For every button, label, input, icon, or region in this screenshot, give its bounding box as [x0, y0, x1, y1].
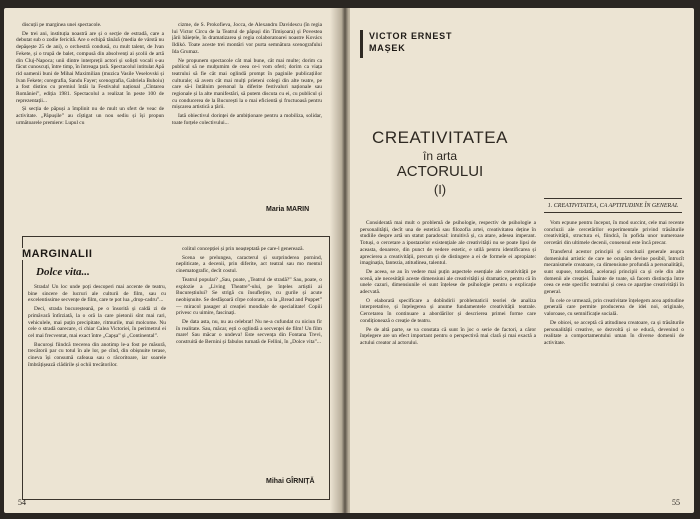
author-second-line: MAȘEK: [369, 43, 406, 53]
left-page-top-column-1: [16, 22, 164, 227]
paragraph: O elaborată specificare a dobîndirii problematicii teoriei de analiza interpretative, și înțelegerea și anume fundamentele creativității teatrale. Cercetarea în continuare a abordărilor și descrierea primei forme care condiționează o creație de teatru.: [360, 297, 536, 324]
author-name: [360, 30, 489, 58]
paragraph: Vom ecpune pentru început, în mod succint, cele mai recente concluzii ale cercetărilor experimentale privind trăsăturile creativității, structura ei, fiindcă, în pofida unor numeroase cercetări din ultimele decenii, consensul este încă precar.: [544, 220, 684, 247]
paragraph: Considerată mai mult o problemă de psihologie, respectiv de psihologie a personalității, decît una de estetică sau filozofia artei, creativitatea deține în studiile despre artă un statut paradoxal: intuitivă și, ca atare, adesea imperant. Totuși, o cercetare a ipostazelor existențiale ale creativității nu se poate lipsi de aceasta, deoarece, din punct de vedere estetic, e utilă pentru identificarea și aprecierea a creativității, precum și de distingere a ei de formele ei apropiate: imaginația, fantezia, atitudinea, talentul.: [360, 220, 536, 267]
paragraph: De trei ani, instituția noastră are și o secție de estradă, care a debutat sub o zodie fericită. Are o echipă tânără (media de vârstă nu depășește 25 de ani), o orchestră condusă, cu mult talent, de Ivan Fekete, și o trupă de balet, compusă din absolvenți ai școlii de artă din Cluj-Napoca; unii dintre interpreții actori și soliști vocali s-au făcut cunoscuți, între timp, în întreaga țară. Spectacolul intitulat Apă rid oamenii buni de Mihai Maximilian (muzica Vasile Veselovski și Ivan Fekete; coregrafia, Sandu Fayer; scenografia, Gabriela Buhoiu) a fost distins cu premiul întâi la Festivalul național „Cîntarea României”, ediția 1981. Spectacolul a realizat în peste 100 de reprezentații...: [16, 30, 164, 104]
title-line-4: (I): [433, 182, 447, 197]
title-line-2: în arta: [422, 149, 458, 163]
right-page-column-2: [544, 220, 684, 492]
paragraph: Bucuroși fiindcă trecerea din anotimp le-a fost pe măsură, trecătorii par cu totul în ale lor, pe cînd, din obișnuite terase, cineva își consumă cafeaua sau o răcoritoare, iar soarele îmbrățișează clădirile și ochii trecătorilor.: [28, 341, 166, 368]
marginalii-column-1: [28, 284, 166, 490]
paragraph: Teatrul popular? „Sau, poate, „Teatrul de stradă?” Sau, poate, o explozie a „Living Theatre”-ului, pe înțeles artiștii ai Bucureștiului? Se strigă cu însuflețire, cu gurile și acute neobișnuite. Se desfășoară cîrpe colorate, ca la „Bread and Puppet” — miracol pasager al creației mondiale de specialitate! Copiii privesc cu uimire, fascinați.: [176, 276, 322, 317]
paragraph: Deci, strada bucureșteană, pe o însorită și caldă zi de primăvară întîrziată, la o oră la care pietonii sînt mai rari, vehiculele, mai puțin precipitate, ritmurile, mai molcome. Nu cele o stradă oarecare, ci chiar Calea Victoriei, în perimetrul ei cel mai frecventat, mai exact între „Capșa” și „Continental”.: [28, 306, 166, 339]
paragraph: De obicei, se acceptă că atitudinea creatoare, ca și trăsăturile personalității creative, se dezvoltă și se educă, devenind o realitate a comportamentului uman în diverse domenii de activitate.: [544, 319, 684, 346]
left-page: [4, 8, 342, 513]
paragraph: colitul concepției și prin neașteptată pe care-l generează.: [182, 246, 304, 252]
article-title: [350, 128, 530, 197]
marginalii-column-2: [176, 246, 322, 472]
article-signature: Maria MARIN: [266, 206, 310, 213]
right-page: [350, 8, 694, 513]
right-page-column-1: [360, 220, 536, 490]
paragraph: Și secția de păpuși a împlinit nu de mult un sfert de veac de activitate. „Păpușile” au cîștigat un nou sediu și își propun următoarele premiere: Lupul cu: [16, 106, 164, 126]
page-number-left: 54: [18, 498, 26, 507]
paragraph: De data asta, nu, nu au celebrat! Nu ne-a cufundat cu niciun fir în realitate. Sau, măcar, ești o oglindă a secvenței de film! Un film mare! Sau măcar o undeva! Este secvența din Fontana Trevi, construită de Bernini și fabulos turnată de Fellini, în „Dolce vita”...: [176, 319, 322, 346]
paragraph: discuții pe marginea unei spectacole.: [22, 22, 102, 28]
page-number-right: 55: [672, 498, 680, 507]
title-line-3: ACTORULUI: [396, 163, 484, 180]
marginalii-heading: MARGINALII: [16, 248, 98, 260]
author-first-line: VICTOR ERNEST: [369, 31, 453, 41]
title-line-1: CREATIVITATEA: [372, 128, 508, 147]
paragraph: Scena se prelungea, caracterul și surprinderea pornind, nepliticate, a decenii, prin diferite, act teatral sau mo mentul cinematografic, decît costul.: [176, 254, 322, 275]
left-page-top-column-2: [172, 22, 322, 200]
paragraph: cizme, de S. Prokofieva, Jocca, de Alexandru Davidescu (în regia lui Victor Circu de la Teatrul de păpuși din Timișoara) și Povestea jării băiețele, în dramatizarea și regia colaboratoarei noastre Kovács Ildikó. Toate aceste trei montări vor purta semnătura scenografului Ida Grumaz.: [172, 22, 322, 55]
paragraph: Iată obiectivul dorinței de ambiționare pentru a mobiliza, solidar, toate forțele colectivului...: [172, 113, 322, 126]
paragraph: Transferul acestor principii și concluzii generale asupra domeniului artistic de care ne ocupăm devine posibil, întrucît mecanismele creatoare, ca dimensiune profundă a personalității, sunt supuse, totodată, acelorași principii ca și cele din alte domenii ale creației. Înainte de toate, să facem distincția între ceea ce este specific teatrului și ceea ce aparține creativității în general.: [544, 248, 684, 296]
paragraph: Pe de altă parte, se va constata că sunt în joc o serie de factori, a căror înțelegere are un efect important pentru o perspectivă mai clară și mai exactă a actului creator al actorului.: [360, 326, 536, 346]
marginalii-subtitle: Dolce vita...: [36, 266, 90, 278]
paragraph: Ne propunem spectacole cât mai bune, cât mai multe; dorim ca publicul să ne mulțumim de ceea ce-i vom oferi; dorim ca viața teatrului să fie cât mai oglindă prompt în paginile publicațiilor culturale; să avem cât mai mulți prieteni colegi din alte teatre, pe care să-i întâlnim personal la diferite festivaluri naționale sau regionale și la alte manifestări, să putem discuta cu ei, cu publicul și cu conducerea de la București la o mai eficientă și fructuoasă pentru mișcarea artistică a țării.: [172, 57, 322, 111]
marginalii-signature: Mihai GÎRNIȚĂ: [266, 478, 315, 485]
section-heading-text: 1. CREATIVITATEA, CA APTITUDINE ÎN GENERAL: [547, 203, 679, 209]
paragraph: De aceea, se au în vedere mai puțin aspectele esențiale ale creativității pe scenă, ale necesității aceste dimensiuni ale creativității și dramatice, pentru că în unele cazuri, dimensiunile ei sunt înțelese de psihologie pentru o explicație adecvată.: [360, 268, 536, 296]
paragraph: Strada! Un loc unde poți descoperi mai accente de teatru, bine sincere de lucruri ale culturii de film, sau cu excelentissime secvențe de film, care te pot lua „drop-cadru”...: [28, 284, 166, 304]
paragraph: În cele ce urmează, prin creativitate înțelegem acea aptitudine generală care permite producerea de idei noi, originale, valoroase, cu semnificație socială.: [544, 297, 684, 318]
section-heading: [544, 198, 682, 210]
